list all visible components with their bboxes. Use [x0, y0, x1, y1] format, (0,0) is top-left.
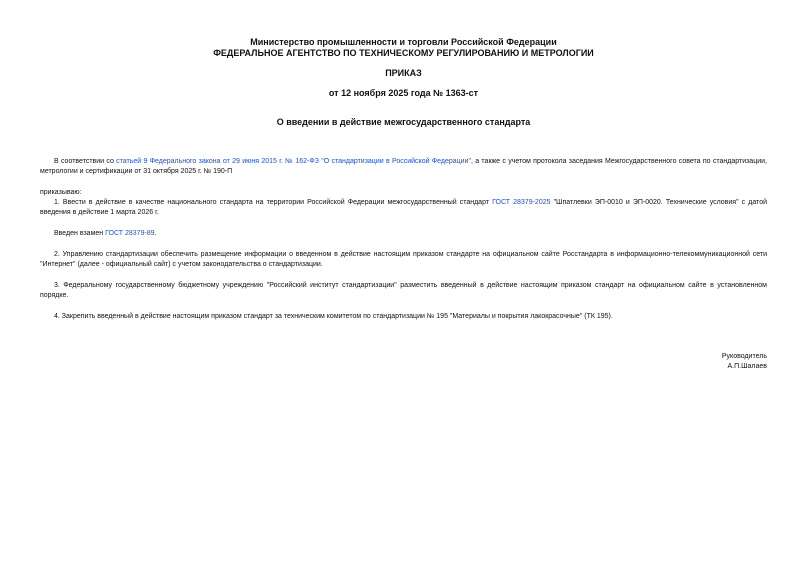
paragraph-item-4: 4. Закрепить введенный в действие настоящим приказом стандарт за техническим комитетом по стандартизации № 195 "Материалы и покрытия лакокрасочные" (ТК 195).: [54, 313, 613, 320]
preamble-suffix: , а также с учетом протокола заседания Межгосударственного совета по стандартизации, метрологии и сертификации от 31 октября 2025 г. № 190-П: [40, 158, 767, 175]
gost-2025-link[interactable]: ГОСТ 28379-2025: [492, 199, 551, 206]
ministry-name: Министерство промышленности и торговли Российской Федерации: [250, 37, 557, 47]
agency-name: ФЕДЕРАЛЬНОЕ АГЕНТСТВО ПО ТЕХНИЧЕСКОМУ РЕГУЛИРОВАНИЮ И МЕТРОЛОГИИ: [213, 48, 594, 58]
order-word: приказываю:: [40, 189, 82, 196]
paragraph-item-1: [40, 198, 767, 218]
paragraph-item-3: 3. Федеральному государственному бюджетному учреждению "Российский институт стандартизации" разместить введенный в действие настоящим приказом стандарт на официальном сайте в установленном порядке.: [40, 282, 767, 299]
document-type: ПРИКАЗ: [385, 68, 422, 78]
paragraph-preamble: [40, 157, 767, 177]
item-1-suffix: "Шпатлевки ЭП-0010 и ЭП-0020. Технические условия" с датой введения в действие 1 марта 2026 г.: [40, 199, 767, 216]
paragraph-replaced: [40, 229, 767, 239]
law-article-link[interactable]: статьей 9 Федерального закона от 29 июня 2015 г. № 162-ФЗ "О стандартизации в Российской Федерации": [116, 158, 471, 165]
signature-title: Руководитель: [721, 353, 767, 360]
signature-name: А.П.Шалаев: [727, 363, 767, 370]
replaced-suffix: .: [154, 230, 157, 237]
item-1-prefix: 1. Ввести в действие в качестве национального стандарта на территории Российской Федерации межгосударственный стандарт: [54, 199, 493, 206]
paragraph-item-2: 2. Управлению стандартизации обеспечить размещение информации о введенном в действие настоящим приказом стандарте на официальном сайте Росстандарта в информационно-телекоммуникационной сети "Интернет" (далее - официальный сайт) с учетом законодательства о стандартизации.: [40, 251, 767, 268]
preamble-prefix: В соответствии со: [54, 158, 117, 165]
gost-89-link[interactable]: ГОСТ 28379-89: [105, 230, 155, 237]
replaced-prefix: Введен взамен: [54, 230, 106, 237]
order-date-number: от 12 ноября 2025 года № 1363-ст: [328, 88, 479, 98]
order-subject: О введении в действие межгосударственного стандарта: [276, 117, 531, 127]
